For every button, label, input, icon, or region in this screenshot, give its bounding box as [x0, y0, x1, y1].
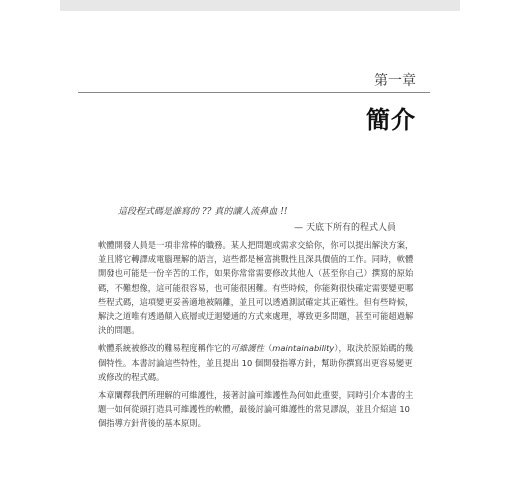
- paragraph: 本章闡釋我們所理解的可維護性，接著討論可維護性為何如此重要，同時引介本書的主題一如何從頭打造具可維護性的軟體，最後討論可維護性的常見謬誤，並且介紹這 10 個指導方針背後的基本原則。: [98, 390, 414, 429]
- chapter-body: [98, 238, 416, 435]
- chapter-number: 第一章: [374, 73, 416, 89]
- chapter-divider: [78, 92, 430, 93]
- term-english: maintainability: [272, 343, 335, 354]
- paragraph: [98, 341, 416, 384]
- book-page: [78, 12, 430, 500]
- term-highlight: 可維護性: [230, 343, 264, 354]
- epigraph-quote: 這段程式碼是誰寫的 ?? 真的讓人流鼻血 !!: [118, 207, 288, 217]
- epigraph-attribution: — 天底下所有的程式人員: [294, 223, 396, 233]
- previous-page-edge: [60, 0, 460, 11]
- page-top-edge: [0, 0, 520, 12]
- paragraph-text: ），取決於原始碼的幾個特性。本書討論這些特性，並且提出 10 個開發指導方針，幫助你撰寫出更容易變更或修改的程式碼。: [98, 343, 414, 382]
- paren-open: （: [263, 343, 273, 354]
- paragraph: 軟體開發人員是一項非常棒的職務。某人把問題或需求交給你，你可以提出解決方案，並且將它轉譯成電腦理解的語言，這些都是極富挑戰性且深具價值的工作。同時，軟體開發也可能是一份辛苦的工作，如果你常常需要修改其他人（甚至你自己）撰寫的原始碼，不難想像，這可能很容易，也可能很困難。有些時候，你能夠很快確定需要變更哪些程式碼，這項變更妥善適地被隔離，並且可以透過測試確定其正確性。但有些時候，解決之道唯有透過顛入底層或迂迴變通的方式來處理，導致更多問題，甚至可能超過解決的問題。: [98, 240, 414, 336]
- chapter-title: 簡介: [366, 106, 416, 134]
- paragraph-text: 軟體系統被修改的難易程度稱作它的: [98, 343, 231, 354]
